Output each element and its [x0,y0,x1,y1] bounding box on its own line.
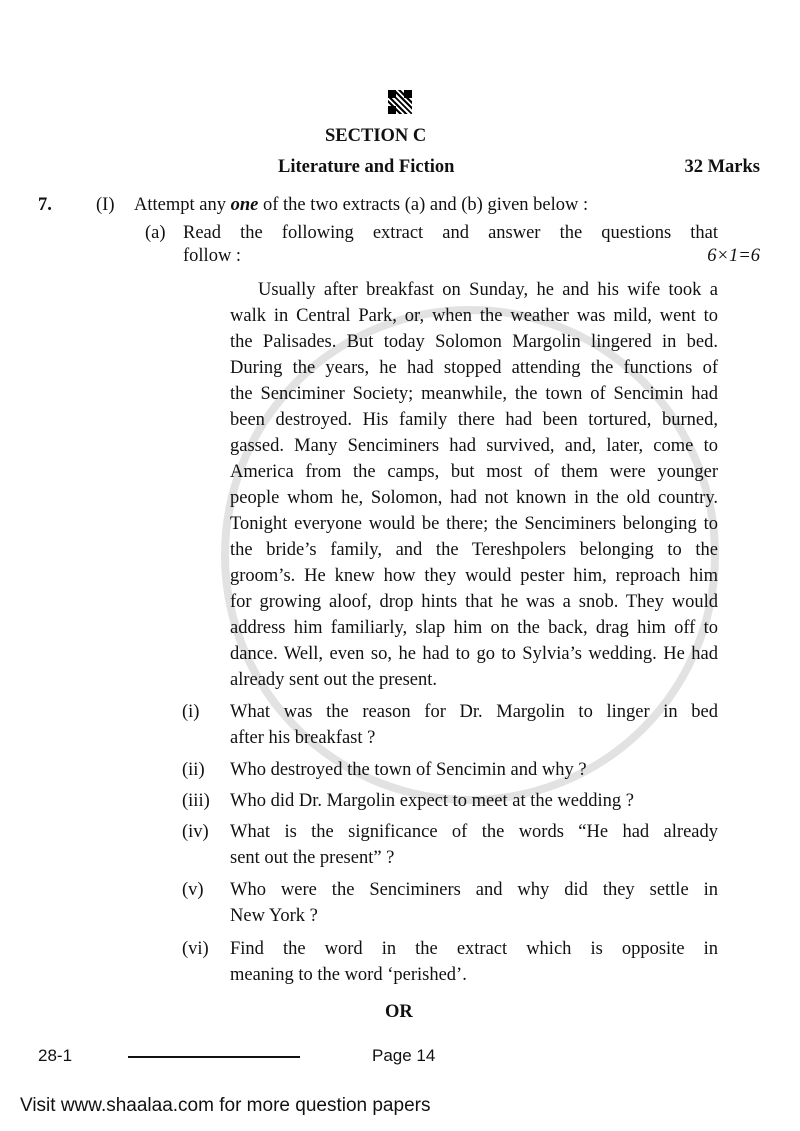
footer-rule [128,1056,300,1058]
extract-line: During the years, he had stopped attending the functions of [230,358,718,378]
sub-question-label: (ii) [182,760,205,780]
sub-question-label: (iii) [182,791,210,811]
question-part: (I) [96,195,115,215]
extract-line: Tonight everyone would be there; the Senciminers belonging to [230,514,718,534]
extract-line: for growing aloof, drop hints that he was a snob. They would [230,592,718,612]
extract-line: address him familiarly, slap him on the back, drag him off to [230,618,718,638]
sub-question-text: What is the significance of the words “He had already [230,822,718,842]
or-divider: OR [385,1002,413,1022]
extract-line: people whom he, Solomon, had not known in the old country. [230,488,718,508]
extract-line: walk in Central Park, or, when the weather was mild, went to [230,306,718,326]
sub-question-text: after his breakfast ? [230,728,376,748]
sub-question-text: Who did Dr. Margolin expect to meet at the wedding ? [230,791,634,811]
sub-question-text: meaning to the word ‘perished’. [230,965,467,985]
extract-line: already sent out the present. [230,670,438,690]
sub-part-instruction: Read the following extract and answer the questions that [183,223,718,243]
sub-question-label: (v) [182,880,204,900]
sub-question-text: New York ? [230,906,318,926]
section-title: SECTION C [325,126,427,146]
visit-link[interactable]: Visit www.shaalaa.com for more question papers [20,1095,431,1116]
sub-part-marks: 6×1=6 [707,246,760,266]
section-subtitle: Literature and Fiction [278,157,455,177]
sub-question-text: sent out the present” ? [230,848,395,868]
page-number: Page 14 [372,1046,436,1065]
question-instruction: Attempt any one of the two extracts (a) and (b) given below : [134,195,589,215]
extract-line: Usually after breakfast on Sunday, he and his wife took a [258,280,718,300]
paper-code: 28-1 [38,1046,73,1065]
extract-line: the bride’s family, and the Tereshpolers belonging to the [230,540,718,560]
extract-line: gassed. Many Senciminers had survived, and, later, come to [230,436,718,456]
question-number: 7. [38,195,52,215]
extract-line: the Palisades. But today Solomon Margolin lingered in bed. [230,332,718,352]
sub-question-label: (vi) [182,939,209,959]
extract-line: America from the camps, but most of them were younger [230,462,718,482]
extract-line: dance. Well, even so, he had to go to Sylvia’s wedding. He had [230,644,718,664]
sub-question-label: (i) [182,702,200,722]
sub-question-text: Who destroyed the town of Sencimin and why ? [230,760,587,780]
sub-question-text: Who were the Senciminers and why did they settle in [230,880,718,900]
qr-code-icon [388,90,412,114]
sub-part-instruction-cont: follow : [183,246,242,266]
extract-line: groom’s. He knew how they would pester him, reproach him [230,566,718,586]
sub-question-text: Find the word in the extract which is opposite in [230,939,718,959]
extract-line: the Senciminer Society; meanwhile, the town of Sencimin had [230,384,718,404]
sub-part-label: (a) [145,223,166,243]
extract-line: been destroyed. His family there had been tortured, burned, [230,410,718,430]
sub-question-label: (iv) [182,822,209,842]
section-marks: 32 Marks [684,157,760,177]
sub-question-text: What was the reason for Dr. Margolin to linger in bed [230,702,718,722]
